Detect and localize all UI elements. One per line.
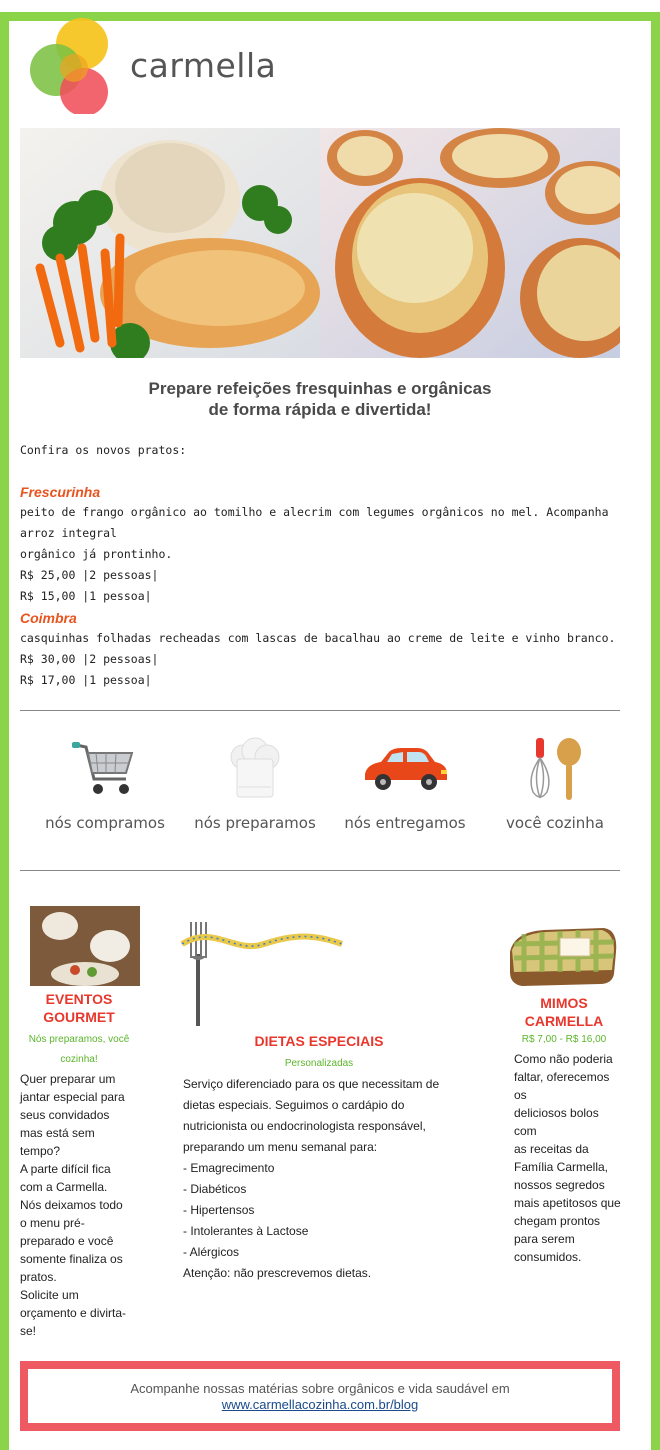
dish-price: R$ 25,00 |2 pessoas| — [20, 568, 159, 582]
body-line: se! — [20, 1324, 37, 1338]
body-line: preparando um menu semanal para: — [183, 1140, 378, 1154]
footer-text: Acompanhe nossas matérias sobre orgânicos e vida saudável em — [130, 1381, 510, 1396]
body-line: mas está sem — [20, 1126, 95, 1140]
brand-logo[interactable] — [22, 14, 282, 114]
step-label: nós entregamos — [344, 814, 466, 832]
body-line: nossos segredos — [514, 1178, 605, 1192]
divider — [20, 870, 620, 871]
dish-description-cont: orgânico já prontinho. — [20, 547, 173, 561]
step-label: nós preparamos — [194, 814, 316, 832]
section-subtitle: Nós preparamos, você cozinha! — [28, 1034, 130, 1065]
section-body — [20, 1070, 138, 1340]
blog-footer — [20, 1361, 620, 1431]
brand-name: carmella — [130, 46, 277, 85]
section-body — [183, 1074, 464, 1284]
section-subtitle: R$ 7,00 - R$ 16,00 — [521, 1034, 607, 1045]
step-deliver — [330, 732, 480, 832]
body-line: somente finaliza os — [20, 1252, 123, 1266]
body-line: o menu pré- — [20, 1216, 85, 1230]
body-line: Solicite um — [20, 1288, 79, 1302]
dish-price: R$ 30,00 |2 pessoas| — [20, 652, 159, 666]
step-prepare — [180, 732, 330, 832]
blog-link[interactable]: www.carmellacozinha.com.br/blog — [221, 1397, 419, 1412]
body-line: consumidos. — [514, 1250, 582, 1264]
mimos-carmella-section — [504, 912, 624, 1266]
section-title-cont: GOURMET — [43, 1009, 115, 1025]
body-line: nutricionista ou endocrinologista responsável, — [183, 1119, 426, 1133]
intro-text: Confira os novos pratos: — [20, 443, 187, 457]
body-line: Família Carmella, — [514, 1160, 609, 1174]
service-steps — [20, 732, 620, 860]
body-line: A parte difícil fica — [20, 1162, 111, 1176]
car-icon — [330, 732, 480, 806]
body-line: - Intolerantes à Lactose — [183, 1224, 309, 1238]
headline — [20, 378, 620, 420]
eventos-photo — [30, 906, 140, 986]
shopping-cart-icon — [30, 732, 180, 806]
section-title: MIMOS — [540, 995, 588, 1011]
kitchen-utensils-icon — [480, 732, 630, 806]
body-line: as receitas da — [514, 1142, 589, 1156]
body-line: dietas especiais. Seguimos o cardápio do — [183, 1098, 405, 1112]
body-line: Como não poderia — [514, 1052, 613, 1066]
dish-name: Frescurinha — [20, 484, 101, 500]
body-line: seus convidados — [20, 1108, 110, 1122]
section-subtitle: Personalizadas — [284, 1058, 354, 1069]
body-line: tempo? — [20, 1144, 61, 1158]
body-line: orçamento e divirta- — [20, 1306, 127, 1320]
section-title-cont: CARMELLA — [524, 1013, 604, 1029]
body-line: - Emagrecimento — [183, 1161, 275, 1175]
hero-image — [20, 128, 620, 358]
body-line: Quer preparar um — [20, 1072, 116, 1086]
dish-name: Coimbra — [20, 610, 77, 626]
dish-price: R$ 15,00 |1 pessoa| — [20, 589, 152, 603]
section-title: DIETAS ESPECIAIS — [254, 1033, 384, 1049]
headline-line2: de forma rápida e divertida! — [208, 400, 432, 419]
dish-frescurinha — [20, 484, 620, 607]
body-line: Atenção: não prescrevemos dietas. — [183, 1266, 372, 1280]
body-line: Nós deixamos todo — [20, 1198, 123, 1212]
step-buy — [30, 732, 180, 832]
headline-line1: Prepare refeições fresquinhas e orgânicas — [148, 379, 492, 398]
body-line: mais apetitosos que — [514, 1196, 621, 1210]
step-cook — [480, 732, 630, 832]
step-label: você cozinha — [506, 814, 604, 832]
body-line: chegam prontos — [514, 1214, 601, 1228]
body-line: faltar, oferecemos os — [514, 1070, 610, 1102]
body-line: deliciosos bolos com — [514, 1106, 599, 1138]
body-line: - Hipertensos — [183, 1203, 255, 1217]
step-label: nós compramos — [45, 814, 165, 832]
divider — [20, 710, 620, 711]
dish-coimbra — [20, 610, 620, 691]
cake-gift-icon — [504, 912, 624, 994]
body-line: Serviço diferenciado para os que necessitam de — [183, 1077, 440, 1091]
body-line: para serem — [514, 1232, 575, 1246]
dish-description: peito de frango orgânico ao tomilho e alecrim com legumes orgânicos no mel. Acompanha arroz integral — [20, 505, 609, 540]
chef-hat-icon — [180, 732, 330, 806]
body-line: preparado e você — [20, 1234, 114, 1248]
dish-description: casquinhas folhadas recheadas com lascas de bacalhau ao creme de leite e vinho branco. — [20, 631, 616, 645]
fork-tape-icon — [174, 914, 464, 1034]
section-body — [514, 1050, 624, 1266]
section-title: EVENTOS — [45, 991, 113, 1007]
eventos-gourmet-section — [20, 906, 138, 1340]
body-line: - Diabéticos — [183, 1182, 247, 1196]
body-line: pratos. — [20, 1270, 57, 1284]
body-line: jantar especial para — [20, 1090, 125, 1104]
body-line: com a Carmella. — [20, 1180, 108, 1194]
logo-circles-icon — [22, 14, 122, 114]
dietas-especiais-section — [174, 914, 464, 1284]
dish-price: R$ 17,00 |1 pessoa| — [20, 673, 152, 687]
body-line: - Alérgicos — [183, 1245, 240, 1259]
